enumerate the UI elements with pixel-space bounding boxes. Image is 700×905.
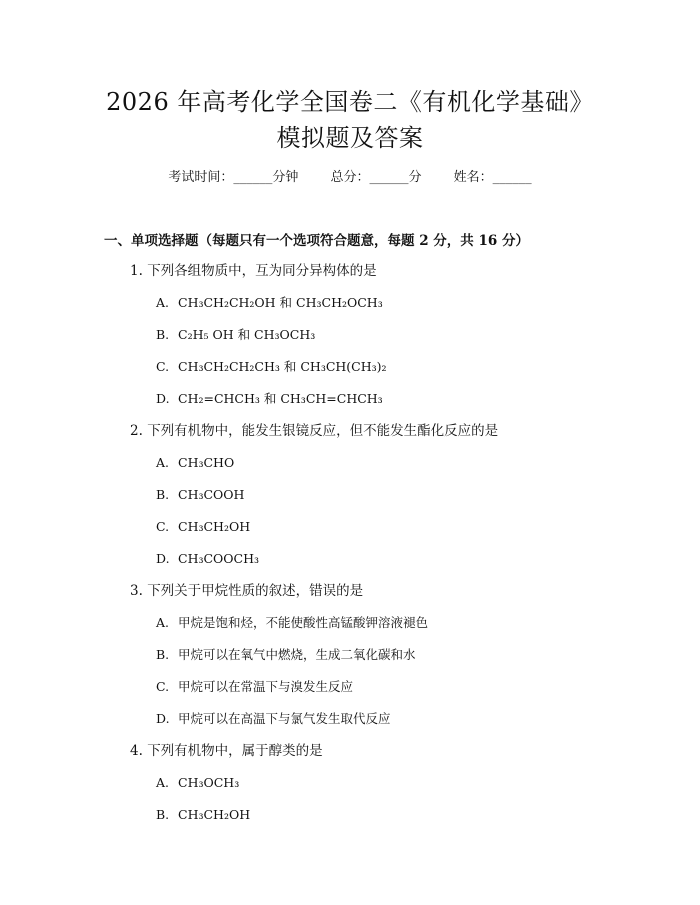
question-4 [130,741,323,761]
option-label: B. [156,327,170,342]
option-1c [156,357,387,377]
option-label: B. [156,647,170,662]
question-number: 3. [130,583,143,599]
option-3a [156,613,428,633]
option-label: D. [156,711,170,726]
option-text: 甲烷可以在常温下与溴发生反应 [178,679,354,694]
question-number: 1. [130,263,143,279]
section-title: 一、单项选择题（每题只有一个选项符合题意，每题 2 分，共 16 分） [104,233,529,249]
option-1d [156,389,383,409]
option-text: CH₃CHO [178,455,235,470]
option-label: B. [156,487,170,502]
option-2c [156,517,250,537]
question-1 [130,261,377,281]
option-label: D. [156,551,170,566]
option-text: CH₃OCH₃ [178,775,240,790]
option-text: 甲烷可以在高温下与氯气发生取代反应 [178,711,391,726]
exam-time-field: 考试时间：______分钟 [168,170,299,185]
option-label: A. [156,615,170,630]
student-name-field: 姓名：______ [453,170,532,185]
exam-meta [0,168,700,188]
option-3c [156,677,353,697]
option-1a [156,293,383,313]
option-2d [156,549,259,569]
option-3b [156,645,416,665]
option-text: CH₃COOH [178,487,245,502]
option-text: CH₃CH₂OH [178,519,251,534]
total-score-field: 总分：______分 [330,170,422,185]
option-label: B. [156,807,170,822]
page-subtitle: 模拟题及答案 [276,124,424,152]
option-text: 甲烷是饱和烃，不能使酸性高锰酸钾溶液褪色 [178,615,429,630]
option-label: C. [156,359,170,374]
option-label: C. [156,519,170,534]
question-3 [130,581,363,601]
question-number: 4. [130,743,143,759]
question-stem: 下列有机物中，属于醇类的是 [147,743,323,759]
option-text: CH₃COOCH₃ [178,551,260,566]
page-title: 2026 年高考化学全国卷二《有机化学基础》 [106,88,594,116]
option-text: CH₂=CHCH₃ 和 CH₃CH=CHCH₃ [178,391,383,406]
option-label: A. [156,775,170,790]
option-label: D. [156,391,170,406]
option-text: 甲烷可以在氧气中燃烧，生成二氧化碳和水 [178,647,416,662]
option-text: CH₃CH₂CH₂CH₃ 和 CH₃CH(CH₃)₂ [178,359,387,374]
question-stem: 下列有机物中，能发生银镜反应，但不能发生酯化反应的是 [147,423,499,439]
option-label: A. [156,295,170,310]
option-1b [156,325,315,345]
option-label: C. [156,679,170,694]
option-text: C₂H₅ OH 和 CH₃OCH₃ [178,327,316,342]
question-2 [130,421,498,441]
option-text: CH₃CH₂OH [178,807,251,822]
option-3d [156,709,391,729]
question-stem: 下列关于甲烷性质的叙述，错误的是 [147,583,364,599]
option-label: A. [156,455,170,470]
option-4b [156,805,250,825]
option-2b [156,485,244,505]
question-stem: 下列各组物质中，互为同分异构体的是 [147,263,377,279]
option-4a [156,773,239,793]
option-2a [156,453,234,473]
option-text: CH₃CH₂CH₂OH 和 CH₃CH₂OCH₃ [178,295,383,310]
question-number: 2. [130,423,143,439]
